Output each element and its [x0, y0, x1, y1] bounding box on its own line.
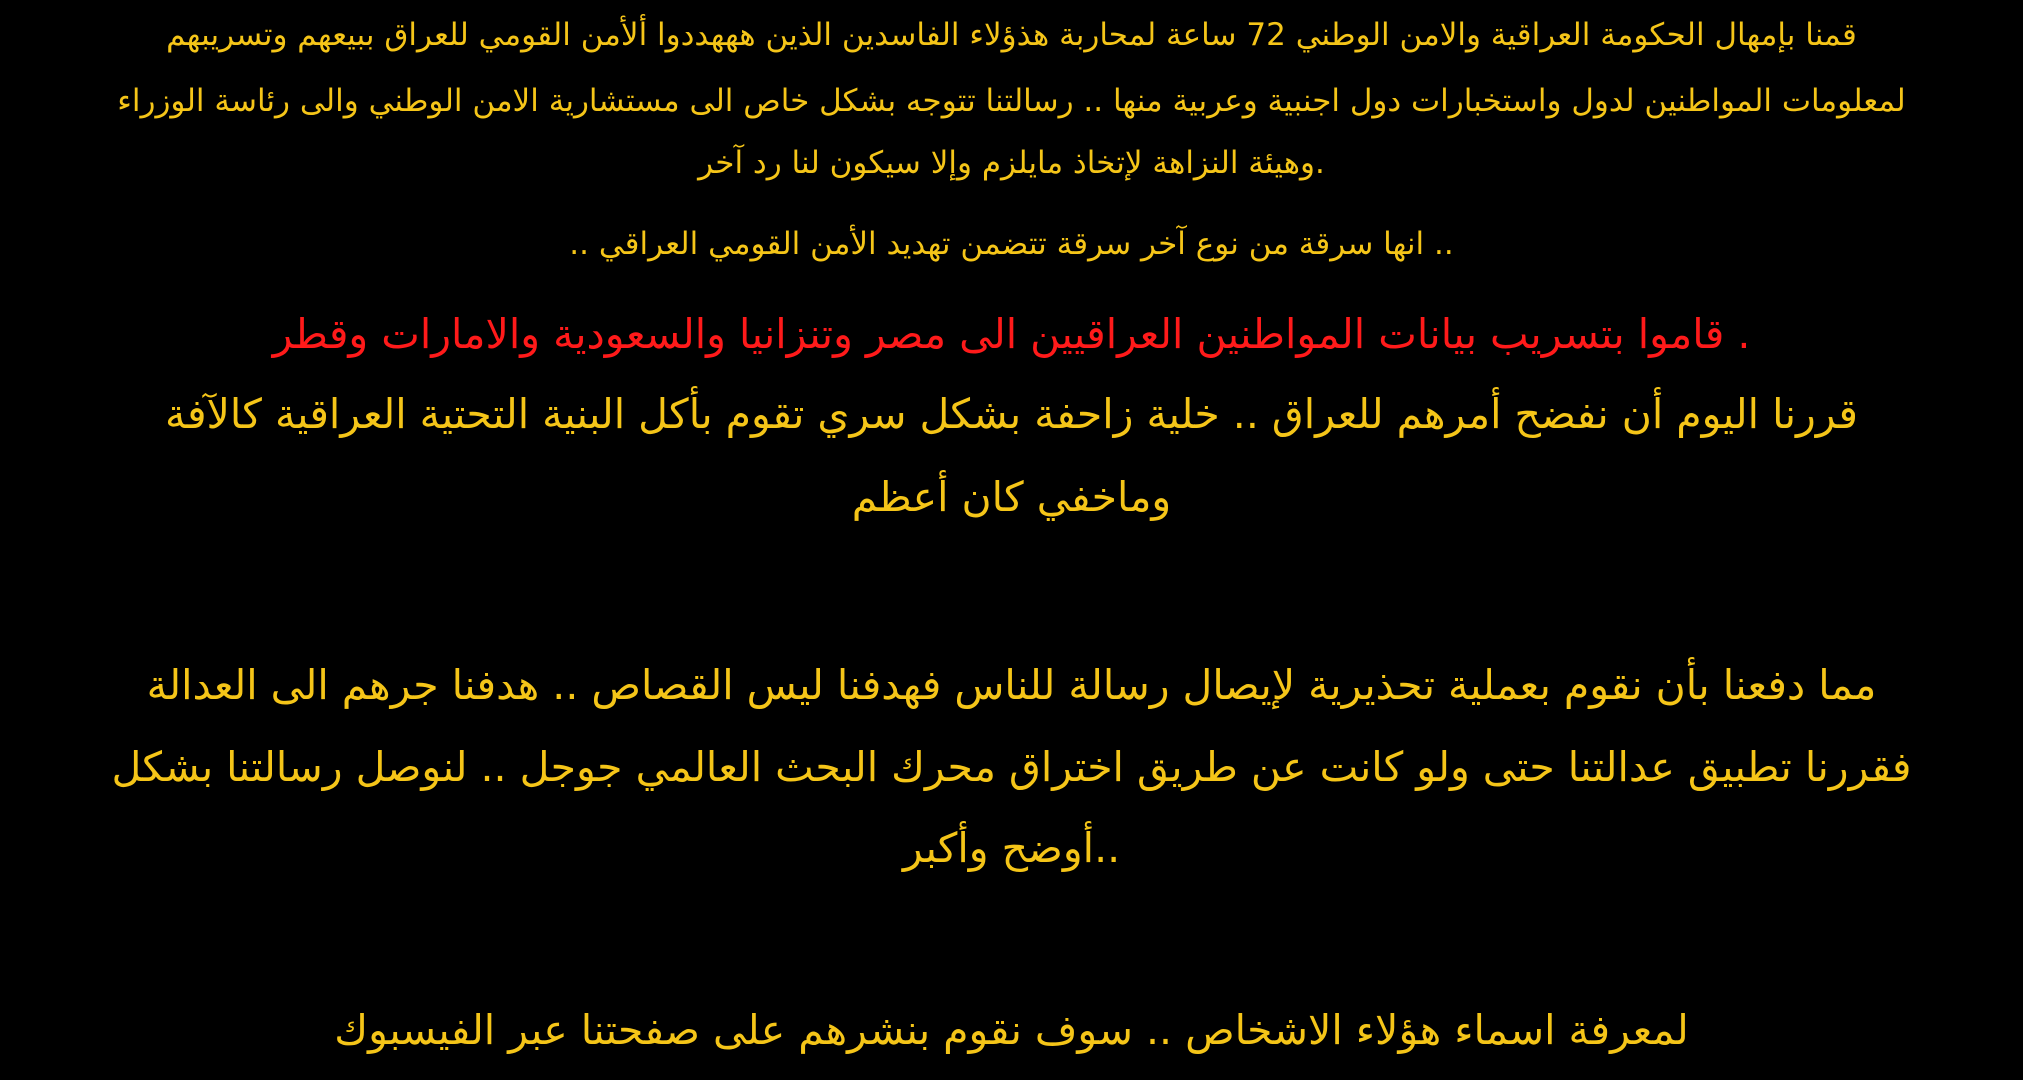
paragraph-5-line-1: لمعرفة اسماء هؤلاء الاشخاص .. سوف نقوم بنشرهم على صفحتنا عبر الفيسبوك — [334, 1006, 1689, 1054]
headline-leak-countries: . قاموا بتسريب بيانات المواطنين العراقيين الى مصر وتنزانيا والسعودية والامارات وقطر — [272, 310, 1751, 358]
paragraph-4-line-3: ..أوضح وأكبر — [902, 824, 1121, 872]
paragraph-1-line-2: لمعلومات المواطنين لدول واستخبارات دول اجنبية وعربية منها .. رسالتنا تتوجه بشكل خاص الى مستشارية الامن الوطني والى رئاسة الوزراء — [117, 83, 1906, 119]
paragraph-2-line-1: .. انها سرقة من نوع آخر سرقة تتضمن تهديد الأمن القومي العراقي .. — [569, 226, 1454, 262]
paragraph-1-line-3: .وهيئة النزاهة لإتخاذ مايلزم وإلا سيكون لنا رد آخر — [698, 145, 1325, 181]
paragraph-3-line-2: وماخفي كان أعظم — [851, 473, 1172, 521]
paragraph-1-line-1: قمنا بإمهال الحكومة العراقية والامن الوطني 72 ساعة لمحاربة هذؤلاء الفاسدين الذين هههددوا ألأمن القومي للعراق ببيعهم وتسريبهم — [166, 17, 1857, 53]
paragraph-3-line-1: قررنا اليوم أن نفضح أمرهم للعراق .. خلية زاحفة بشكل سري تقوم بأكل البنية التحتية العراقية كالآفة — [164, 390, 1859, 438]
paragraph-4-line-1: مما دفعنا بأن نقوم بعملية تحذيرية لإيصال رسالة للناس فهدفنا ليس القصاص .. هدفنا جرهم الى العدالة — [146, 661, 1877, 709]
paragraph-4-line-2: فقررنا تطبيق عدالتنا حتى ولو كانت عن طريق اختراق محرك البحث العالمي جوجل .. لنوصل رسالتنا بشكل — [111, 743, 1912, 791]
